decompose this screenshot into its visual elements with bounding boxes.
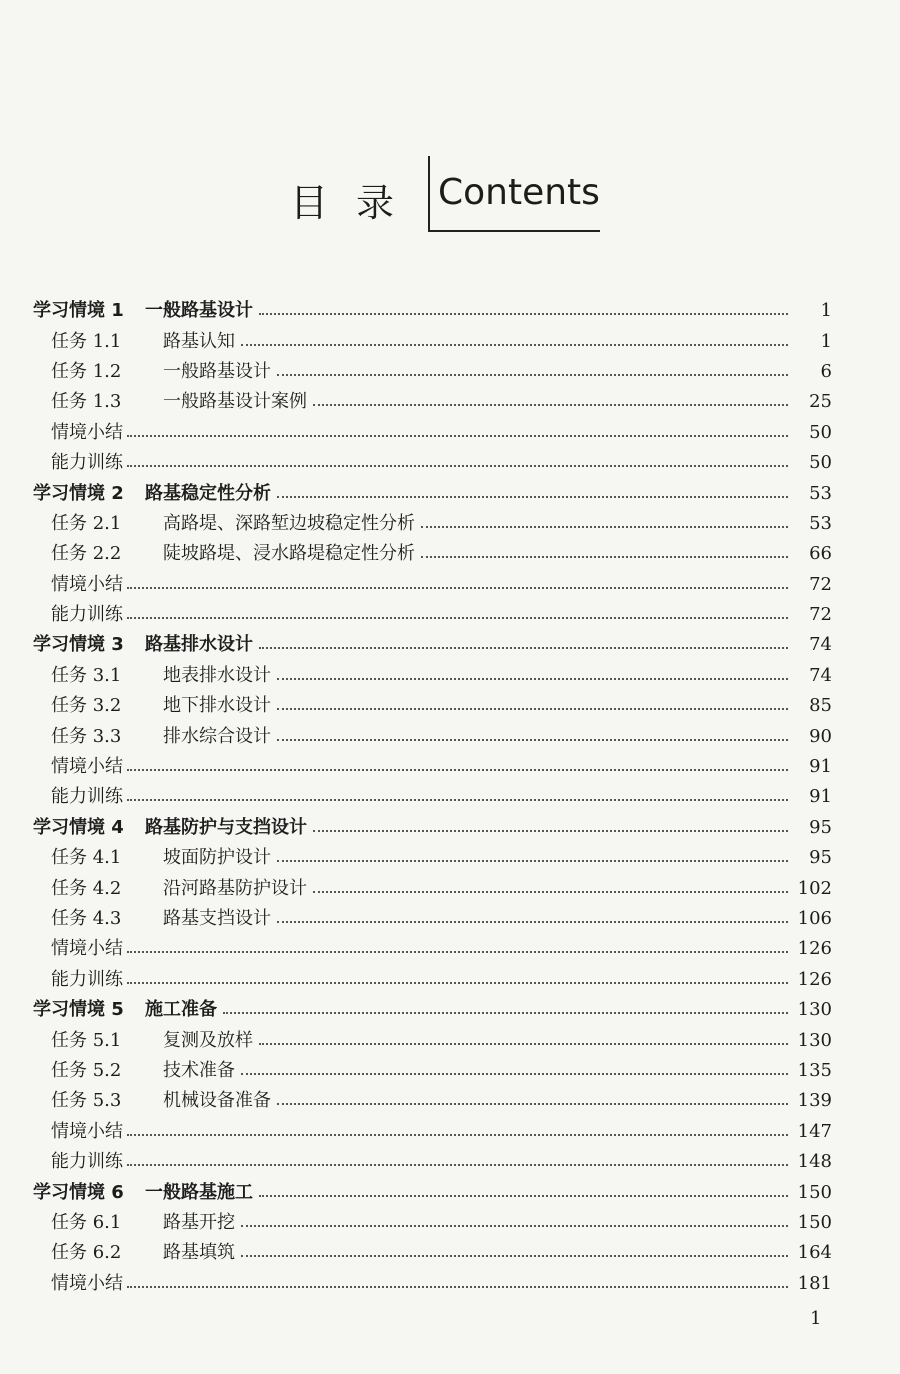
toc-entry-label: 学习情境 5: [33, 999, 124, 1021]
toc-entry-title: 路基防护与支挡设计: [145, 816, 307, 838]
dot-leader: [313, 891, 788, 893]
toc-entry-label: 任务 3.3: [51, 725, 122, 747]
toc-entry-task[interactable]: [0, 1086, 900, 1116]
header-underline: [428, 230, 600, 232]
toc-entry-label: 任务 1.2: [51, 360, 122, 382]
toc-entry-label: 任务 5.2: [51, 1059, 122, 1081]
toc-entry-label: 能力训练: [51, 1151, 123, 1173]
toc-entry-label: 学习情境 1: [33, 300, 124, 322]
dot-leader: [277, 921, 788, 923]
toc-entry-title: 陡坡路堤、浸水路堤稳定性分析: [163, 543, 415, 565]
toc-entry-summary[interactable]: [0, 448, 900, 478]
toc-entry-title: 路基支挡设计: [163, 908, 271, 929]
toc-header: [0, 150, 900, 230]
dot-leader: [259, 1195, 788, 1197]
toc-entry-page: 90: [809, 725, 832, 747]
dot-leader: [313, 830, 788, 832]
toc-entry-label: 任务 4.2: [51, 877, 122, 899]
toc-entry-page: 130: [797, 999, 832, 1021]
toc-entry-title: 路基认知: [163, 330, 235, 352]
toc-entry-label: 任务 6.1: [51, 1211, 122, 1233]
toc-entry-chapter[interactable]: [0, 478, 900, 508]
toc-entry-label: 任务 3.2: [51, 695, 122, 717]
toc-entry-title: 排水综合设计: [163, 725, 271, 747]
dot-leader: [241, 1255, 788, 1257]
dot-leader: [127, 1286, 788, 1288]
toc-entry-task[interactable]: [0, 387, 900, 417]
toc-entry-page: 66: [809, 543, 832, 565]
dot-leader: [127, 435, 788, 437]
dot-leader: [241, 1225, 788, 1227]
toc-entry-summary[interactable]: [0, 1269, 900, 1299]
toc-entry-summary[interactable]: [0, 965, 900, 995]
toc-entry-label: 学习情境 4: [33, 816, 124, 838]
page-number: 1: [810, 1308, 822, 1329]
toc-entry-label: 学习情境 2: [33, 482, 124, 504]
toc-entry-label: 任务 5.1: [51, 1029, 122, 1051]
dot-leader: [277, 708, 788, 710]
dot-leader: [127, 587, 788, 589]
toc-entry-label: 任务 2.2: [51, 543, 122, 565]
toc-entry-summary[interactable]: [0, 752, 900, 782]
dot-leader: [277, 678, 788, 680]
toc-entry-title: 沿河路基防护设计: [163, 877, 307, 899]
toc-entry-page: 148: [797, 1151, 832, 1173]
dot-leader: [277, 374, 788, 376]
toc-entry-label: 任务 6.2: [51, 1242, 122, 1264]
dot-leader: [127, 769, 788, 771]
toc-entry-page: 74: [809, 664, 832, 686]
toc-entry-page: 6: [820, 360, 832, 382]
dot-leader: [127, 1164, 788, 1166]
toc-entry-page: 164: [797, 1242, 832, 1264]
dot-leader: [277, 860, 788, 862]
toc-entry-title: 高路堤、深路堑边坡稳定性分析: [163, 512, 415, 534]
toc-entry-summary[interactable]: [0, 418, 900, 448]
toc-entry-page: 91: [809, 756, 832, 778]
toc-entry-chapter[interactable]: [0, 296, 900, 326]
dot-leader: [127, 1134, 788, 1136]
toc-entry-label: 学习情境 6: [33, 1181, 124, 1203]
toc-entry-task[interactable]: [0, 1056, 900, 1086]
toc-entry-page: 95: [809, 816, 832, 838]
dot-leader: [241, 344, 788, 346]
toc-entry-label: 学习情境 3: [33, 634, 124, 656]
toc-entry-task[interactable]: [0, 1238, 900, 1268]
toc-entry-page: 25: [809, 391, 832, 413]
toc-entry-page: 91: [809, 786, 832, 808]
toc-entry-page: 102: [797, 877, 832, 899]
toc-entry-title: 施工准备: [145, 999, 217, 1021]
toc-entry-page: 135: [797, 1059, 832, 1081]
toc-entry-task[interactable]: [0, 1208, 900, 1238]
toc-title-en: Contents: [438, 172, 600, 213]
dot-leader: [127, 951, 788, 953]
toc-entry-label: 情境小结: [51, 1272, 123, 1294]
toc-entry-label: 情境小结: [51, 756, 123, 778]
toc-entry-title: 技术准备: [163, 1059, 235, 1081]
toc-entry-task[interactable]: [0, 1025, 900, 1055]
toc-entry-summary[interactable]: [0, 1147, 900, 1177]
toc-entry-page: 1: [820, 330, 832, 352]
toc-entry-title: 一般路基施工: [145, 1181, 253, 1203]
toc-entry-title: 地表排水设计: [163, 664, 271, 686]
toc-entry-page: 126: [797, 938, 832, 960]
toc-entry-page: 126: [797, 968, 832, 990]
toc-title-cn: 目录: [290, 181, 423, 225]
toc-entry-page: 53: [809, 512, 832, 534]
toc-entry-page: 150: [797, 1211, 832, 1233]
toc-entry-title: 路基排水设计: [145, 634, 253, 656]
toc-entry-title: 坡面防护设计: [163, 847, 271, 869]
dot-leader: [313, 404, 788, 406]
toc-entry-label: 任务 4.1: [51, 847, 122, 869]
dot-leader: [127, 799, 788, 801]
toc-entry-summary[interactable]: [0, 934, 900, 964]
toc-entry-title: 一般路基设计: [145, 300, 253, 322]
toc-entry-page: 181: [797, 1272, 832, 1294]
header-vertical-rule: [428, 156, 430, 232]
toc-entry-title: 地下排水设计: [163, 695, 271, 717]
toc-entry-task[interactable]: [0, 509, 900, 539]
dot-leader: [223, 1012, 788, 1014]
toc-entry-task[interactable]: [0, 357, 900, 387]
toc-entry-label: 情境小结: [51, 573, 123, 595]
dot-leader: [277, 1103, 788, 1105]
toc-entry-page: 130: [797, 1029, 832, 1051]
dot-leader: [259, 313, 788, 315]
toc-entry-page: 1: [820, 300, 832, 322]
toc-entry-page: 85: [809, 695, 832, 717]
toc-entry-page: 147: [797, 1120, 832, 1142]
toc-entry-task[interactable]: [0, 904, 900, 934]
dot-leader: [277, 496, 788, 498]
toc-entry-label: 能力训练: [51, 786, 123, 808]
toc-entry-chapter[interactable]: [0, 813, 900, 843]
toc-entry-task[interactable]: [0, 326, 900, 356]
toc-entry-task[interactable]: [0, 539, 900, 569]
toc-entry-title: 机械设备准备: [163, 1090, 271, 1112]
dot-leader: [127, 465, 788, 467]
toc-entry-label: 能力训练: [51, 452, 123, 474]
toc-entry-task[interactable]: [0, 691, 900, 721]
toc-entry-page: 72: [809, 573, 832, 595]
toc-entry-label: 任务 5.3: [51, 1090, 122, 1112]
dot-leader: [241, 1073, 788, 1075]
table-of-contents: [0, 296, 900, 1299]
toc-entry-task[interactable]: [0, 873, 900, 903]
toc-entry-label: 情境小结: [51, 938, 123, 960]
toc-entry-page: 139: [797, 1090, 832, 1112]
toc-entry-label: 任务 1.3: [51, 391, 122, 413]
toc-entry-task[interactable]: [0, 721, 900, 751]
toc-entry-title: 一般路基设计案例: [163, 391, 307, 413]
toc-entry-label: 情境小结: [51, 1120, 123, 1142]
toc-entry-page: 53: [809, 482, 832, 504]
toc-entry-page: 150: [797, 1181, 832, 1203]
toc-entry-title: 一般路基设计: [163, 360, 271, 382]
toc-entry-title: 路基填筑: [163, 1242, 235, 1264]
dot-leader: [277, 739, 788, 741]
toc-entry-label: 任务 2.1: [51, 512, 122, 534]
toc-entry-summary[interactable]: [0, 782, 900, 812]
toc-entry-summary[interactable]: [0, 1117, 900, 1147]
toc-entry-chapter[interactable]: [0, 1177, 900, 1207]
toc-entry-label: 任务 1.1: [51, 330, 122, 352]
toc-entry-page: 74: [809, 634, 832, 656]
toc-entry-page: 72: [809, 604, 832, 626]
toc-entry-title: 路基稳定性分析: [145, 482, 271, 504]
toc-entry-label: 能力训练: [51, 968, 123, 990]
dot-leader: [259, 647, 788, 649]
toc-entry-task[interactable]: [0, 661, 900, 691]
toc-entry-title: 路基开挖: [163, 1211, 235, 1233]
toc-entry-label: 情境小结: [51, 421, 123, 443]
dot-leader: [421, 556, 788, 558]
toc-entry-label: 能力训练: [51, 604, 123, 626]
toc-entry-task[interactable]: [0, 843, 900, 873]
dot-leader: [127, 982, 788, 984]
toc-entry-page: 50: [809, 421, 832, 443]
toc-entry-chapter[interactable]: [0, 995, 900, 1025]
toc-entry-label: 任务 4.3: [51, 908, 122, 929]
dot-leader: [127, 617, 788, 619]
toc-entry-summary[interactable]: [0, 600, 900, 630]
toc-entry-page: 106: [797, 908, 832, 929]
toc-entry-label: 任务 3.1: [51, 664, 122, 686]
toc-entry-chapter[interactable]: [0, 630, 900, 660]
toc-entry-summary[interactable]: [0, 570, 900, 600]
dot-leader: [421, 526, 788, 528]
toc-entry-page: 95: [809, 847, 832, 869]
dot-leader: [259, 1043, 788, 1045]
toc-entry-title: 复测及放样: [163, 1029, 253, 1051]
toc-entry-page: 50: [809, 452, 832, 474]
